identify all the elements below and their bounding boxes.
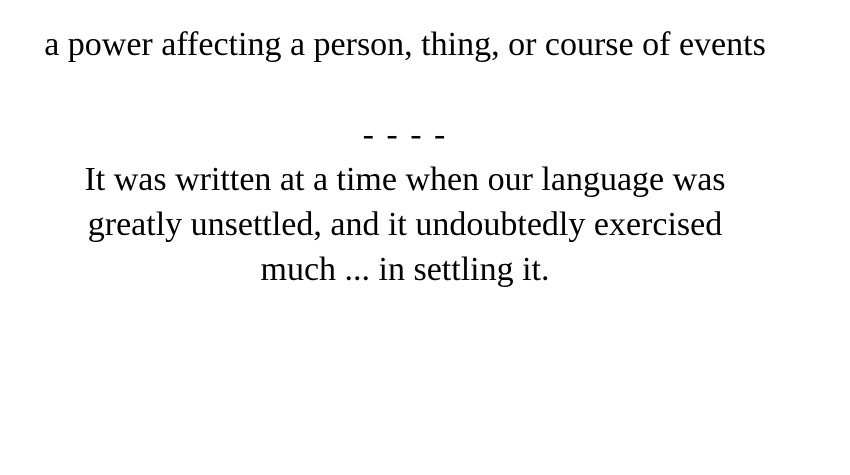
separator-text: - - - - xyxy=(362,116,448,153)
example-sentence: It was written at a time when our language was greatly unsettled, and it undoubtedly exercised much ... in settling it. xyxy=(84,161,726,288)
definition-text: a power affecting a person, thing, or course of events xyxy=(44,26,766,63)
